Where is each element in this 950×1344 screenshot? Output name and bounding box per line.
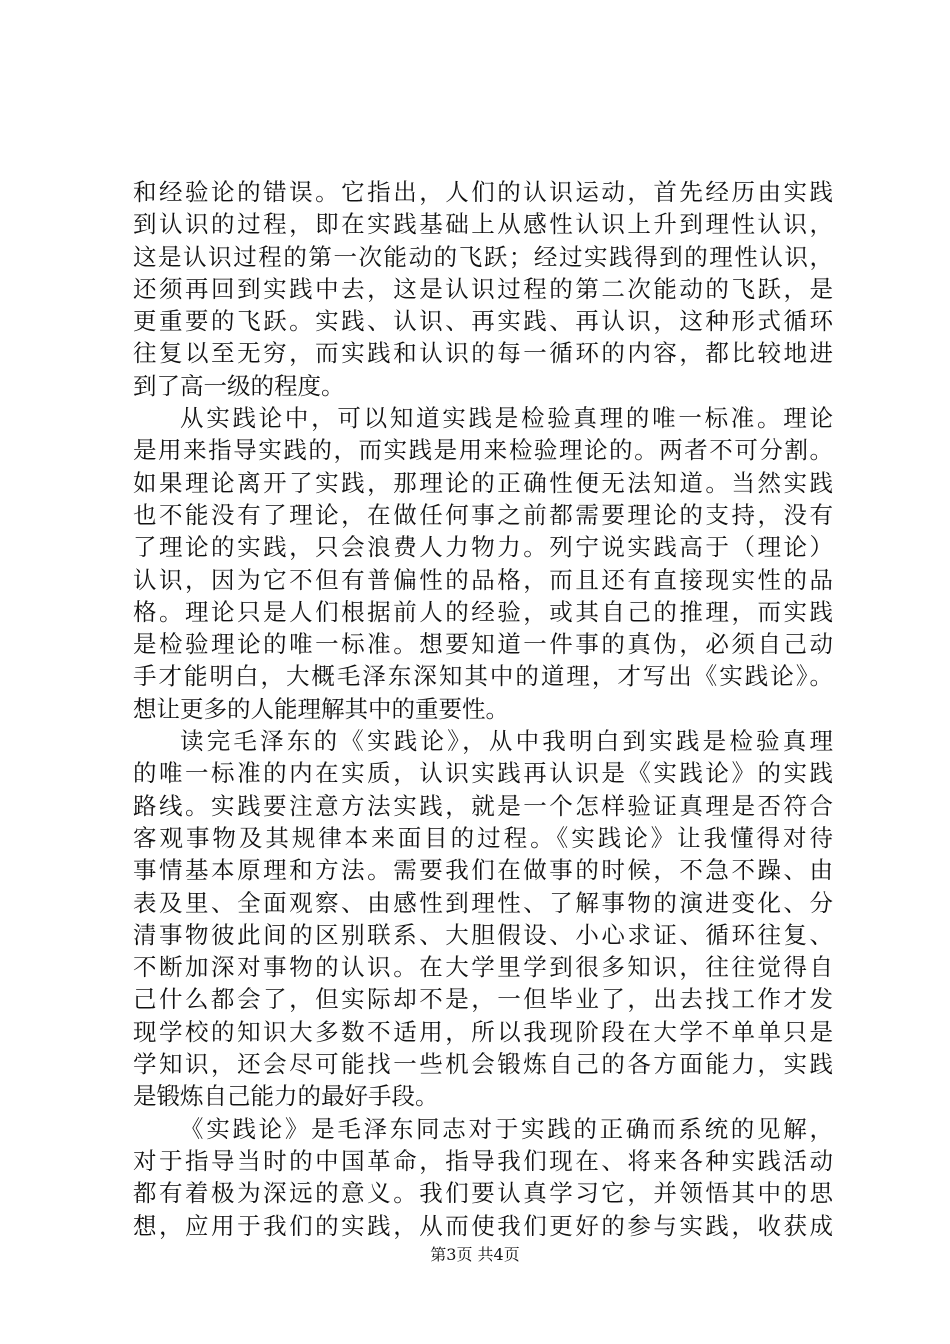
text-line: 和经验论的错误。它指出，人们的认识运动，首先经历由实践 <box>133 178 833 206</box>
text-line: 到了高一级的程度。 <box>133 371 345 400</box>
text-line: 是检验理论的唯一标准。想要知道一件事的真伪，必须自己动 <box>133 630 833 659</box>
text-line: 是锻炼自己能力的最好手段。 <box>133 1082 439 1111</box>
text-line: 客观事物及其规律本来面目的过程。《实践论》让我懂得对待 <box>133 823 833 852</box>
text-line: 不断加深对事物的认识。在大学里学到很多知识，往往觉得自 <box>133 953 833 982</box>
text-line: 己什么都会了，但实际却不是，一但毕业了，出去找工作才发 <box>133 985 833 1014</box>
text-line: 读完毛泽东的《实践论》，从中我明白到实践是检验真理 <box>180 727 833 756</box>
text-line: 现学校的知识大多数不适用，所以我现阶段在大学不单单只是 <box>133 1017 833 1046</box>
text-line: 都有着极为深远的意义。我们要认真学习它，并领悟其中的思 <box>133 1179 833 1208</box>
text-line: 对于指导当时的中国革命，指导我们现在、将来各种实践活动 <box>133 1146 833 1175</box>
text-line: 想，应用于我们的实践，从而使我们更好的参与实践，收获成 <box>133 1211 833 1240</box>
text-line: 清事物彼此间的区别联系、大胆假设、小心求证、循环往复、 <box>133 920 833 949</box>
text-line: 《实践论》是毛泽东同志对于实践的正确而系统的见解， <box>180 1114 833 1143</box>
text-line: 的唯一标准的内在实质，认识实践再认识是《实践论》的实践 <box>133 759 833 788</box>
text-line: 路线。实践要注意方法实践，就是一个怎样验证真理是否符合 <box>133 791 833 820</box>
paragraph <box>133 1113 833 1242</box>
paragraph <box>133 725 833 1113</box>
text-line: 到认识的过程，即在实践基础上从感性认识上升到理性认识， <box>133 210 833 239</box>
text-line: 想让更多的人能理解其中的重要性。 <box>133 694 509 723</box>
text-line: 还须再回到实践中去，这是认识过程的第二次能动的飞跃，是 <box>133 274 833 303</box>
text-line: 格。理论只是人们根据前人的经验，或其自己的推理，而实践 <box>133 597 833 626</box>
paragraph <box>133 402 833 725</box>
text-line: 学知识，还会尽可能找一些机会锻炼自己的各方面能力，实践 <box>133 1050 833 1079</box>
text-line: 表及里、全面观察、由感性到理性、了解事物的演进变化、分 <box>133 888 833 917</box>
text-line: 是用来指导实践的，而实践是用来检验理论的。两者不可分割。 <box>133 436 833 465</box>
text-line: 了理论的实践，只会浪费人力物力。列宁说实践高于（理论） <box>133 533 833 562</box>
text-line: 事情基本原理和方法。需要我们在做事的时候，不急不躁、由 <box>133 856 833 885</box>
body-text <box>133 176 833 1242</box>
text-line: 这是认识过程的第一次能动的飞跃；经过实践得到的理性认识， <box>133 242 833 271</box>
text-line: 如果理论离开了实践，那理论的正确性便无法知道。当然实践 <box>133 468 833 497</box>
text-line: 往复以至无穷，而实践和认识的每一循环的内容，都比较地进 <box>133 339 833 368</box>
text-line: 从实践论中，可以知道实践是检验真理的唯一标准。理论 <box>180 404 833 433</box>
text-line: 也不能没有了理论，在做任何事之前都需要理论的支持，没有 <box>133 500 833 529</box>
text-line: 认识，因为它不但有普偏性的品格，而且还有直接现实性的品 <box>133 565 833 594</box>
text-line: 手才能明白，大概毛泽东深知其中的道理，才写出《实践论》。 <box>133 662 833 691</box>
text-line: 更重要的飞跃。实践、认识、再实践、再认识，这种形式循环 <box>133 307 833 336</box>
paragraph <box>133 176 833 402</box>
page-footer: 第3页 共4页 <box>430 1245 520 1264</box>
